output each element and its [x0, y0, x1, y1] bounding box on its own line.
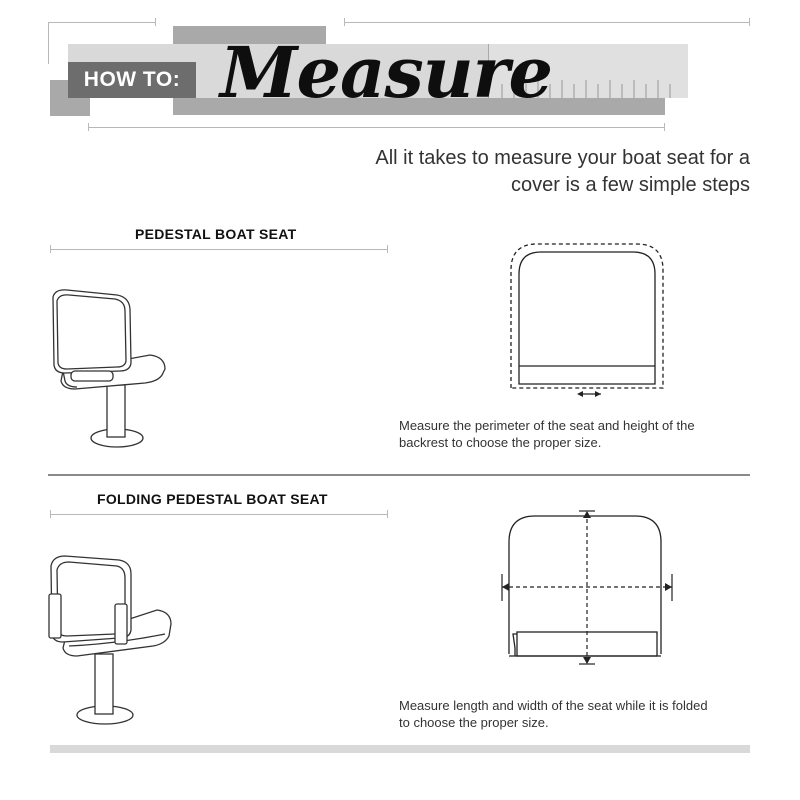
guide-line: [344, 22, 750, 23]
caption-line: backrest to choose the proper size.: [399, 435, 602, 450]
section-underline: [50, 514, 388, 515]
guide-tick: [664, 123, 665, 131]
guide-tick: [88, 123, 89, 131]
section-divider: [48, 474, 750, 476]
intro-text: [330, 145, 750, 199]
guide-tick: [749, 18, 750, 26]
pedestal-seat-illustration: [45, 285, 175, 460]
guide-tick: [50, 510, 51, 518]
guide-tick: [155, 18, 156, 26]
section-title-pedestal: PEDESTAL BOAT SEAT: [135, 226, 297, 242]
guide-tick: [387, 510, 388, 518]
perimeter-diagram: [505, 238, 675, 398]
how-to-label: HOW TO:: [68, 62, 196, 98]
folding-seat-illustration: [45, 552, 180, 737]
guide-line: [88, 127, 665, 128]
caption-line: Measure the perimeter of the seat and height of the: [399, 418, 695, 433]
section-underline: [50, 249, 388, 250]
intro-line: cover is a few simple steps: [511, 174, 750, 196]
page-title: Measure: [220, 31, 553, 114]
guide-line: [48, 22, 156, 23]
pedestal-caption: [399, 417, 759, 451]
section-title-folding: FOLDING PEDESTAL BOAT SEAT: [97, 491, 328, 507]
guide-tick: [387, 245, 388, 253]
guide-tick: [344, 18, 345, 26]
caption-line: to choose the proper size.: [399, 715, 549, 730]
caption-line: Measure length and width of the seat while it is folded: [399, 698, 708, 713]
intro-line: All it takes to measure your boat seat for a: [375, 147, 750, 169]
footer-bar: [50, 745, 750, 753]
guide-tick: [50, 245, 51, 253]
folding-caption: [399, 697, 759, 731]
length-width-diagram: [495, 508, 680, 668]
guide-tick: [48, 22, 49, 64]
